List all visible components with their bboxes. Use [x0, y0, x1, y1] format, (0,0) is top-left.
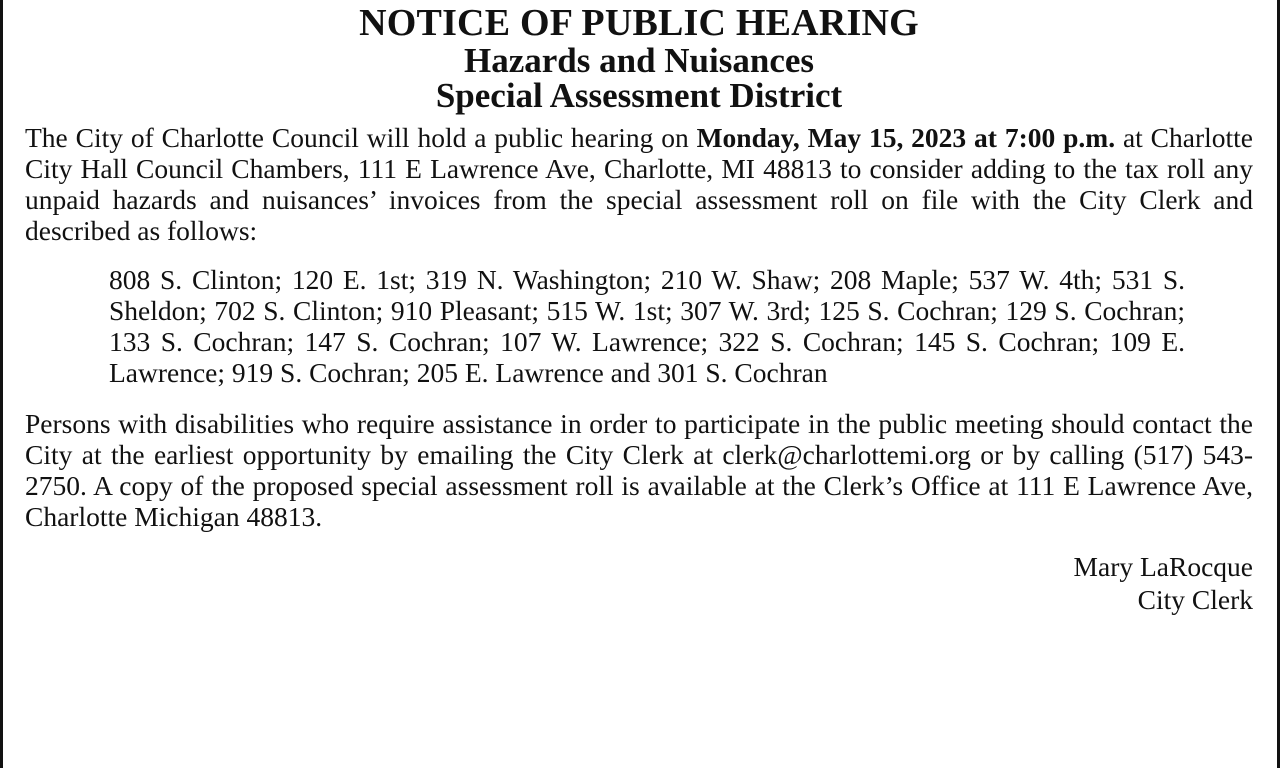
- intro-text-2: at Charlotte City Hall Council Chambers, 111 E Lawrence Ave, Charlotte, MI 48813 to consider adding to the tax roll any unpaid hazards and nuisances’ invoices from the special assessment roll on file with the City Clerk and described as follows:: [25, 122, 1253, 247]
- notice-subtitle-1: Hazards and Nuisances: [463, 40, 815, 80]
- hearing-date: Monday, May 15, 2023 at 7:00 p.m.: [696, 122, 1116, 154]
- disability-paragraph: Persons with disabilities who require assistance in order to participate in the public meeting should contact the City at the earliest opportunity by emailing the City Clerk at clerk@charlottemi.org or by calling (517) 543-2750. A copy of the proposed special assessment roll is available at the Clerk’s Office at 111 E Lawrence Ave, Charlotte Michigan 48813.: [25, 408, 1253, 533]
- intro-paragraph: [25, 122, 1253, 246]
- signature-block: [25, 550, 1253, 616]
- notice-header: [25, 0, 1253, 114]
- intro-text-1: The City of Charlotte Council will hold a public hearing on: [25, 122, 697, 154]
- notice-subtitle-2: Special Assessment District: [435, 76, 843, 116]
- signer-name: Mary LaRocque: [1073, 551, 1253, 583]
- signer-title: City Clerk: [1137, 584, 1253, 616]
- address-list: 808 S. Clinton; 120 E. 1st; 319 N. Washington; 210 W. Shaw; 208 Maple; 537 W. 4th; 531 S. Sheldon; 702 S. Clinton; 910 Pleasant; 515 W. 1st; 307 W. 3rd; 125 S. Cochran; 129 S. Cochran; 133 S. Cochran; 147 S. Cochran; 107 W. Lawrence; 322 S. Cochran; 145 S. Cochran; 109 E. Lawrence; 919 S. Cochran; 205 E. Lawrence and 301 S. Cochran: [109, 264, 1185, 389]
- notice-title: NOTICE OF PUBLIC HEARING: [359, 2, 919, 44]
